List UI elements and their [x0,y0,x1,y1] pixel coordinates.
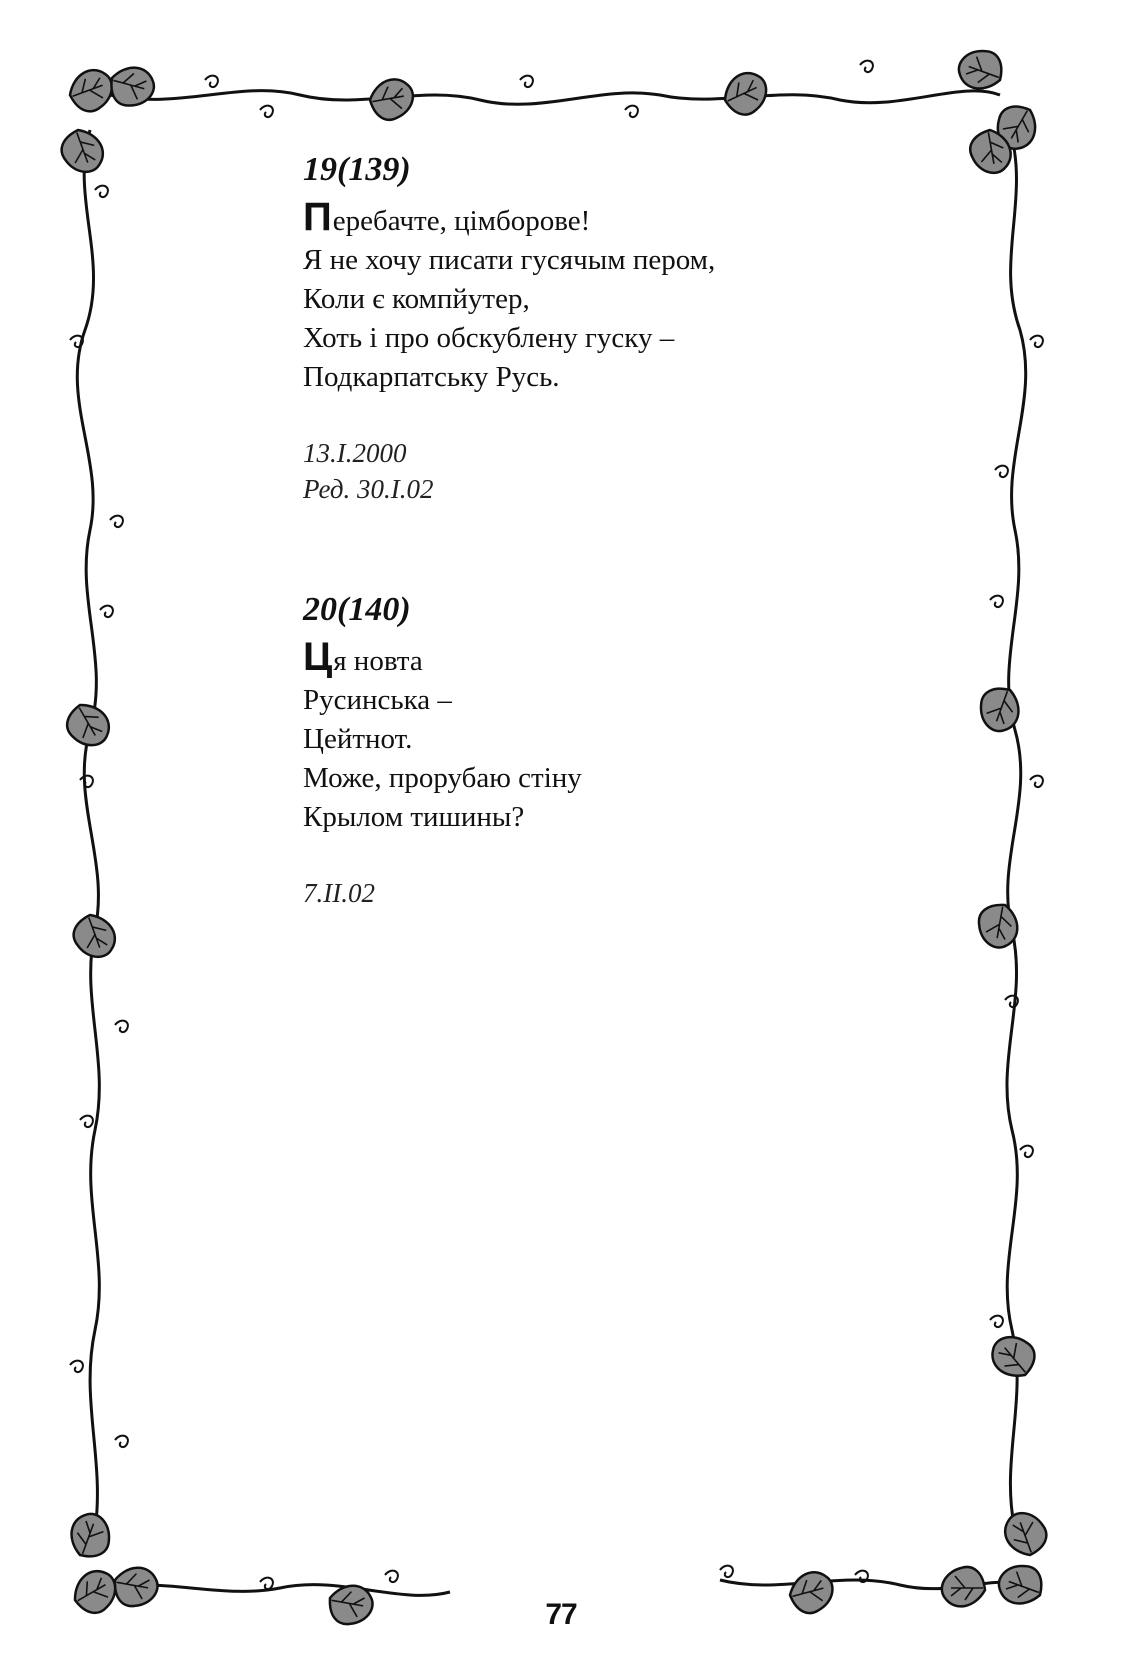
poem-line: Хоть і про обскублену гуску – [303,322,675,354]
drop-cap-initial: П [303,195,332,239]
poem-first-line [303,195,963,241]
poem-edit-date: Ред. 30.І.02 [303,474,434,504]
page-number: 77 [545,1598,577,1631]
first-line-text: я новта [333,645,423,677]
drop-cap-initial: Ц [303,635,333,679]
poem-line: Крылом тишины? [303,801,525,833]
poem-number: 20(140) [303,591,411,628]
poem-dates [303,875,963,911]
poem-line: Цейтнот. [303,723,413,755]
first-line-text: еребачте, цімборове! [332,205,591,237]
poem-1 [303,150,963,507]
poem-date: 7.ІІ.02 [303,878,375,908]
poem-line: Я не хочу писати гусячым пером, [303,244,716,276]
poem-number: 19(139) [303,151,411,188]
poem-line: Подкарпатську Русь. [303,361,560,393]
poem-first-line [303,635,963,681]
poem-date: 13.І.2000 [303,438,407,468]
poem-line: Русинська – [303,684,452,716]
poem-2 [303,590,963,911]
poem-dates [303,435,963,507]
poem-line: Коли є компйутер, [303,283,530,315]
poem-line: Може, прорубаю стіну [303,762,582,794]
